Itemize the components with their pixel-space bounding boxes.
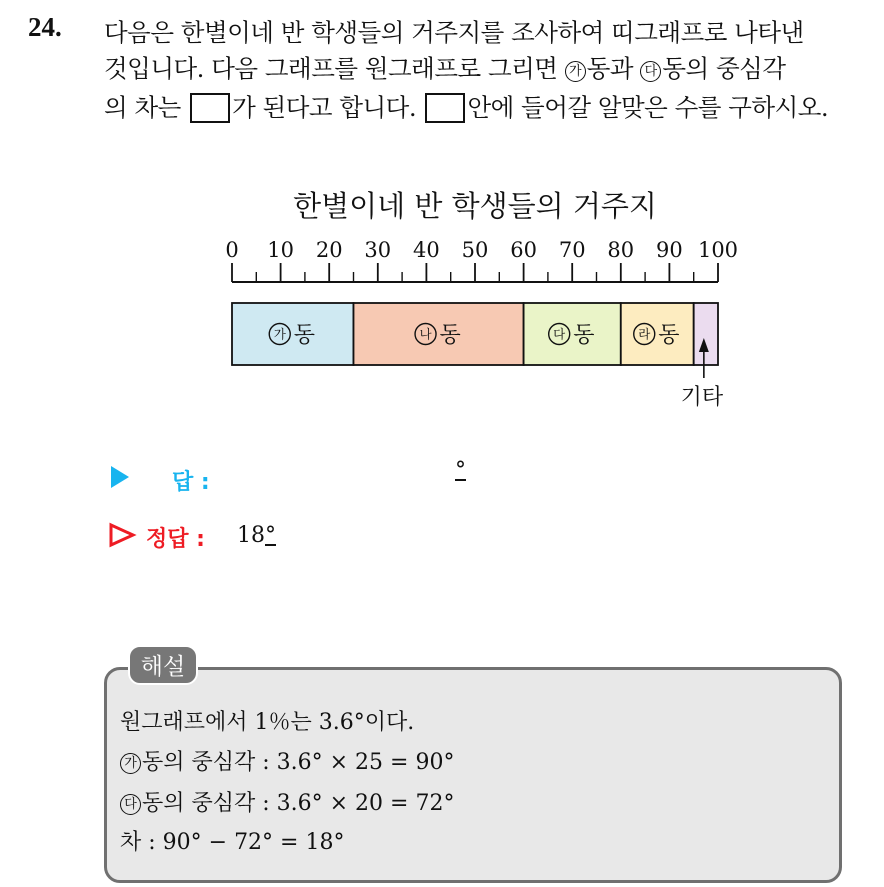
segment-label: 동 <box>573 323 595 348</box>
segment-bar <box>232 303 354 365</box>
segment-circle-letter: 다 <box>553 326 566 342</box>
question-line-3-a: 의 차는 <box>104 93 181 122</box>
explanation-line-2-text: 동의 중심각 : 3.6° × 25 = 90° <box>142 750 455 775</box>
question-line-2-start: 것입니다. 다음 그래프를 원그래프로 그리면 <box>104 54 558 83</box>
answer-label: 답 : <box>172 470 210 495</box>
tick-label: 50 <box>461 238 489 262</box>
tick-label: 60 <box>510 238 537 262</box>
circled-ga: 가 <box>565 61 586 82</box>
correct-value <box>237 523 276 548</box>
question-line-1: 다음은 한별이네 반 학생들의 거주지를 조사하여 띠그래프로 나타낸 <box>104 18 804 47</box>
explanation-line-4: 차 : 90° − 72° = 18° <box>120 830 345 855</box>
explanation-line-1: 원그래프에서 1％는 3.6°이다. <box>120 710 415 735</box>
answer-input-degree[interactable]: ° <box>455 458 466 483</box>
segment-circle-letter: 나 <box>419 326 432 342</box>
answer-arrow-icon <box>111 466 129 488</box>
segment-bar <box>694 303 718 365</box>
tick-label: 80 <box>607 238 635 262</box>
segment-label: 동 <box>293 323 316 348</box>
correct-degree: ° <box>265 523 276 548</box>
tick-label: 0 <box>225 238 239 262</box>
annotation-label: 기타 <box>680 385 724 410</box>
segment-bar <box>621 303 694 365</box>
correct-number: 18 <box>237 523 265 548</box>
question-number: 24. <box>28 12 62 42</box>
circled-da: 다 <box>640 61 661 82</box>
explanation-line-3 <box>120 786 454 817</box>
explanation-tab: 해설 <box>128 645 198 685</box>
circled-ga-exp: 가 <box>120 753 141 774</box>
segment-label: 동 <box>439 323 461 348</box>
tick-label: 70 <box>558 238 586 262</box>
tick-label: 20 <box>315 238 343 262</box>
tick-label: 40 <box>413 238 440 262</box>
question-line-2-end: 동의 중심각 <box>662 54 786 83</box>
question-line-3-c: 안에 들어갈 알맞은 수를 구하시오. <box>467 93 829 122</box>
explanation-line-3-text: 동의 중심각 : 3.6° × 20 = 72° <box>142 791 455 816</box>
strip-graph <box>0 0 884 440</box>
question-line-2-mid: 동과 <box>586 54 634 83</box>
question-line-3-b: 가 된다고 합니다. <box>232 93 417 122</box>
tick-label: 10 <box>267 238 294 262</box>
segment-circle-letter: 라 <box>638 326 651 342</box>
explanation-line-2 <box>120 745 454 776</box>
segment-bar <box>354 303 524 365</box>
tick-label: 30 <box>364 238 392 262</box>
segment-bar <box>524 303 621 365</box>
tick-label: 100 <box>697 238 739 262</box>
segment-label: 동 <box>658 323 680 348</box>
chart-title: 한별이네 반 학생들의 거주지 <box>293 189 657 223</box>
segment-circle-letter: 가 <box>273 326 286 342</box>
correct-arrow-icon <box>108 522 138 548</box>
tick-label: 90 <box>656 238 683 262</box>
correct-label: 정답 : <box>146 527 205 552</box>
circled-da-exp: 다 <box>120 794 141 815</box>
